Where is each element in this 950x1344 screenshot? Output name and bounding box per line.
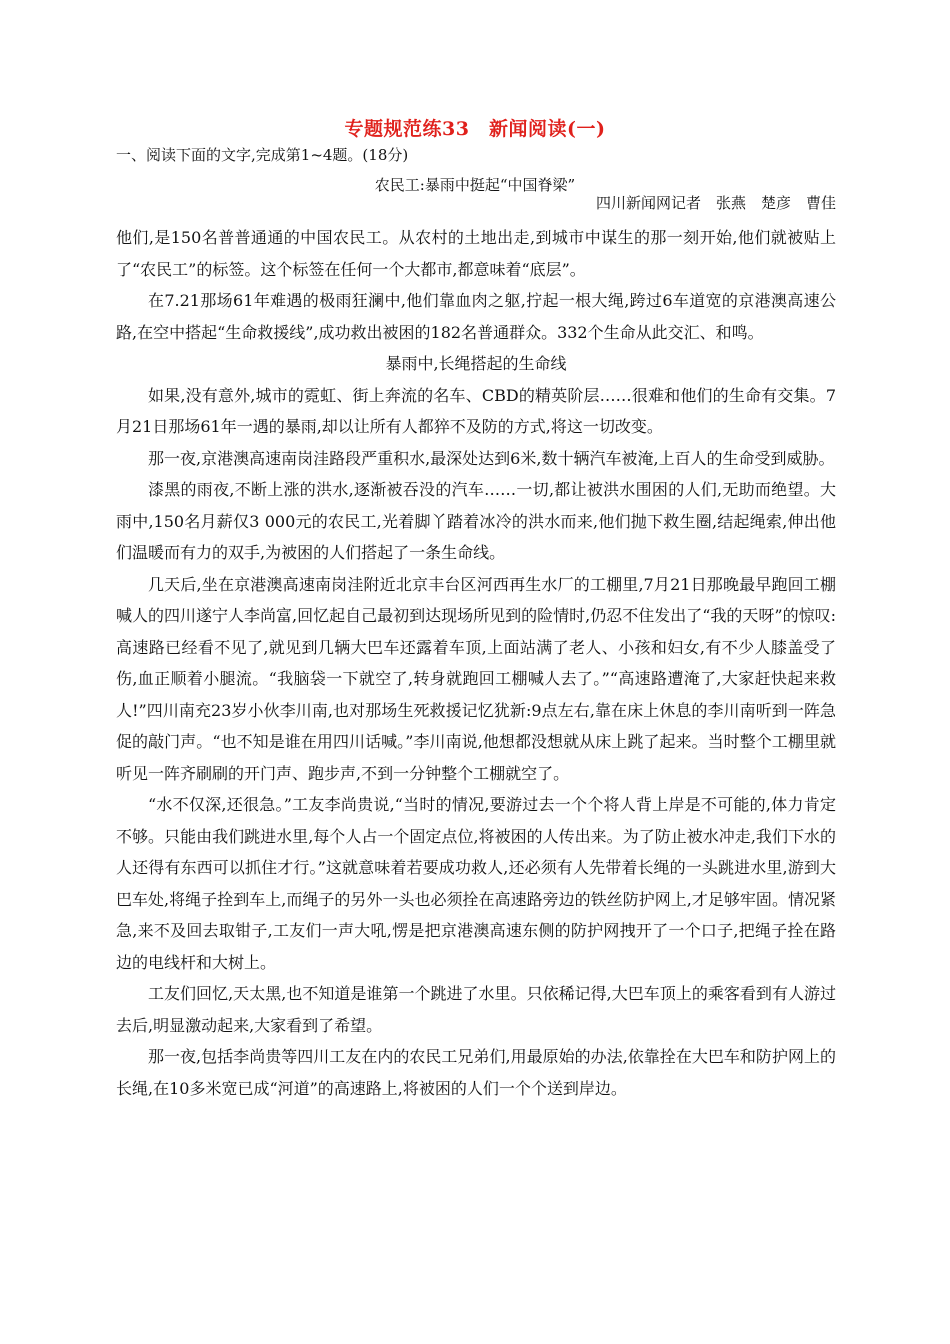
article-paragraph: 那一夜,京港澳高速南岗洼路段严重积水,最深处达到6米,数十辆汽车被淹,上百人的生命受到威胁。: [148, 448, 835, 468]
article-paragraph: 工友们回忆,天太黑,也不知道是谁第一个跳进了水里。只依稀记得,大巴车顶上的乘客看到有人游过去后,明显激动起来,大家看到了希望。: [116, 984, 836, 1035]
article-paragraph: 他们,是150名普普通通的中国农民工。从农村的土地出走,到城市中谋生的那一刻开始,他们就被贴上了“农民工”的标签。这个标签在任何一个大都市,都意味着“底层”。: [116, 228, 836, 279]
article-paragraph: 如果,没有意外,城市的霓虹、街上奔流的名车、CBD的精英阶层……很难和他们的生命有交集。7月21日那场61年一遇的暴雨,却以让所有人都猝不及防的方式,将这一切改变。: [116, 385, 836, 436]
article-paragraph: 几天后,坐在京港澳高速南岗洼附近北京丰台区河西再生水厂的工棚里,7月21日那晚最早跑回工棚喊人的四川遂宁人李尚富,回忆起自己最初到达现场所见到的险情时,仍忍不住发出了“我的天呀”的惊叹:高速路已经看不见了,就见到几辆大巴车还露着车顶,上面站满了老人、小孩和妇女,有不少人膝盖受了伤,血正顺着小腿流。“我脑袋一下就空了,转身就跑回工棚喊人去了。”“高速路遭淹了,大家赶快起来救人!”四川南充23岁小伙李川南,也对那场生死救援记忆犹新:9点左右,靠在床上休息的李川南听到一阵急促的敲门声。“也不知是谁在用四川话喊。”李川南说,他想都没想就从床上跳了起来。当时整个工棚里就听见一阵齐刷刷的开门声、跑步声,不到一分钟整个工棚就空了。: [116, 574, 836, 783]
article-byline: 四川新闻网记者 张燕 楚彦 曹佳: [595, 194, 836, 212]
article-subheading: 暴雨中,长绳搭起的生命线: [385, 354, 567, 373]
question-instruction: 一、阅读下面的文字,完成第1~4题。(18分): [116, 146, 409, 164]
article-paragraph: “水不仅深,还很急。”工友李尚贵说,“当时的情况,要游过去一个个将人背上岸是不可能的,体力肯定不够。只能由我们跳进水里,每个人占一个固定点位,将被困的人传出来。为了防止被水冲走,我们下水的人还得有东西可以抓住才行。”这就意味着若要成功救人,还必须有人先带着长绳的一头跳进水里,游到大巴车处,将绳子拴到车上,而绳子的另外一头也必须拴在高速路旁边的铁丝防护网上,才足够牢固。情况紧急,来不及回去取钳子,工友们一声大吼,愣是把京港澳高速东侧的防护网拽开了一个口子,把绳子拴在路边的电线杆和大树上。: [116, 795, 836, 972]
article-paragraph: 在7.21那场61年难遇的极雨狂澜中,他们靠血肉之躯,拧起一根大绳,跨过6车道宽的京港澳高速公路,在空中搭起“生命救援线”,成功救出被困的182名普通群众。332个生命从此交汇、和鸣。: [116, 291, 836, 342]
article-paragraph: 那一夜,包括李尚贵等四川工友在内的农民工兄弟们,用最原始的办法,依靠拴在大巴车和防护网上的长绳,在10多米宽已成“河道”的高速路上,将被困的人们一个个送到岸边。: [116, 1047, 836, 1098]
article-paragraph: 漆黑的雨夜,不断上涨的洪水,逐渐被吞没的汽车……一切,都让被洪水围困的人们,无助而绝望。大雨中,150名月薪仅3 000元的农民工,光着脚丫踏着冰冷的洪水而来,他们抛下救生圈,结起绳索,伸出他们温暖而有力的双手,为被困的人们搭起了一条生命线。: [116, 480, 836, 562]
article-headline: 农民工:暴雨中挺起“中国脊梁”: [374, 176, 576, 194]
document-title: 专题规范练33 新闻阅读(一): [344, 118, 606, 140]
article-body: [116, 222, 836, 1104]
